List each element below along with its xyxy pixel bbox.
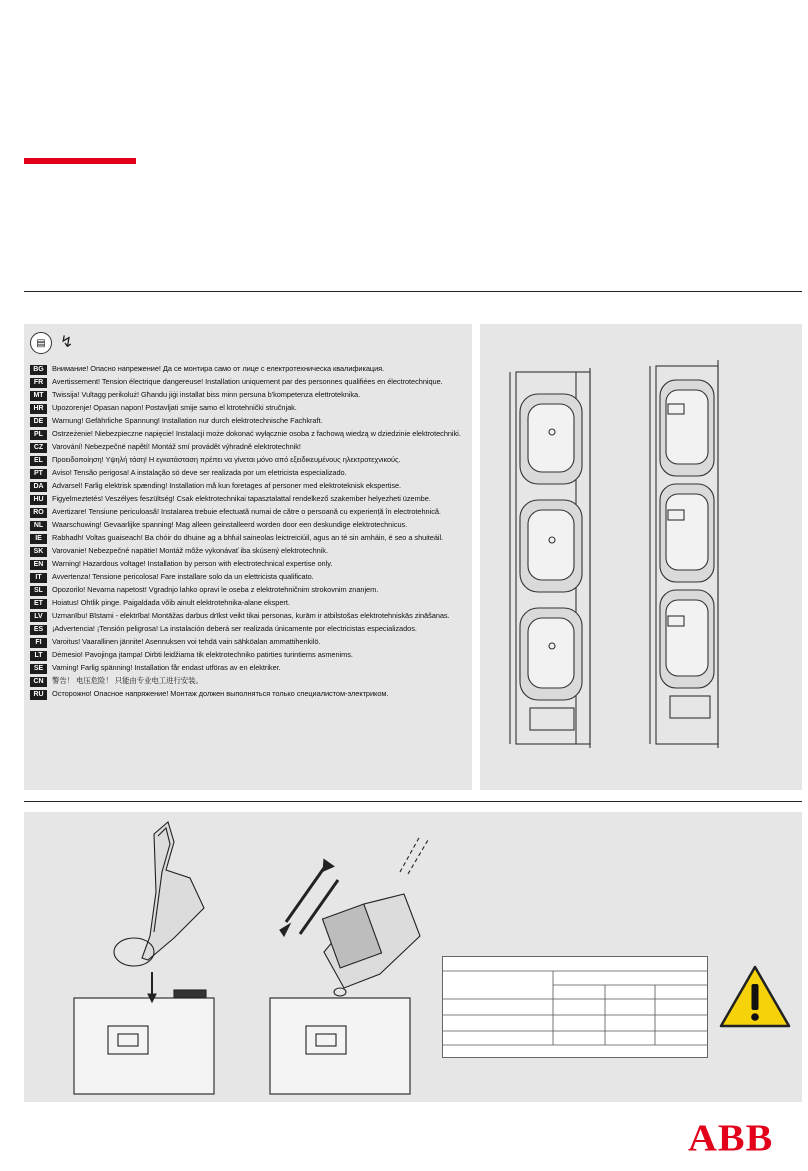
spec-table-grid (443, 957, 707, 1057)
warning-text: Waarschuwing! Gevaarlijke spanning! Mag alleen geinstalleerd worden door een deskundige elektrotechnicus. (52, 520, 408, 529)
language-code-badge: IE (30, 534, 47, 544)
warning-item-fi (30, 637, 470, 648)
warning-text: 警告！ 电压危险！ 只能由专业电工进行安装。 (52, 676, 203, 685)
warning-item-hu (30, 494, 470, 505)
language-code-badge: DE (30, 417, 47, 427)
warning-item-el (30, 455, 470, 466)
warning-text: Avertissement! Tension électrique dangereuse! Installation uniquement par des personnes qualifiées en électrotechnique. (52, 377, 443, 386)
language-code-badge: LT (30, 651, 47, 661)
device-right (650, 360, 718, 748)
language-code-badge: RO (30, 508, 47, 518)
warning-text: Warnung! Gefährliche Spannung! Installation nur durch elektrotechnische Fachkraft. (52, 416, 323, 425)
warning-text: Avvertenza! Tensione pericolosa! Fare installare solo da un elettricista qualificato. (52, 572, 314, 581)
language-code-badge: FI (30, 638, 47, 648)
warning-text: Hoiatus! Ohtlik pinge. Paigaldada võib ainult elektrotehnika-alane ekspert. (52, 598, 290, 607)
warning-item-nl (30, 520, 470, 531)
warning-item-et (30, 598, 470, 609)
language-code-badge: RU (30, 690, 47, 700)
warning-text: Dėmesio! Pavojinga įtampa! Dirbti leidžiama tik elektrotechniko patirties turintiems asmenims. (52, 650, 353, 659)
warning-panel (24, 324, 472, 790)
language-code-badge: IT (30, 573, 47, 583)
warning-text: Upozorenje! Opasan napon! Postavljati smije samo el ktrotehnički stručnjak. (52, 403, 297, 412)
section-divider-top (24, 291, 802, 292)
warning-text: Внимание! Опасно напрежение! Да се монтира само от лице с електротехническа квалификация. (52, 364, 385, 373)
warning-text: Ostrzeżenie! Niebezpieczne napięcie! Instalacji może dokonać wyłącznie osoba z fachową wiedzą w dziedzinie elektrotechniki. (52, 429, 461, 438)
language-code-badge: HR (30, 404, 47, 414)
language-code-badge: MT (30, 391, 47, 401)
warning-text: Opozorilo! Nevarna napetost! Vgradnjo lahko opravi le oseba z elektrotehničnim strokovnim znanjem. (52, 585, 379, 594)
warning-text: Varovanie! Nebezpečné napätie! Montáž môže vykonávať iba skúsený elektrotechnik. (52, 546, 328, 555)
warning-item-it (30, 572, 470, 583)
warning-text: ¡Advertencia! ¡Tensión peligrosa! La instalación deberá ser realizada únicamente por electricistas especializados. (52, 624, 417, 633)
installation-panel (24, 812, 802, 1102)
warning-text: Figyelmeztetés! Veszélyes feszültség! Csak elektrotechnikai tapasztalattal rendelkező szakember helyezheti üzembe. (52, 494, 431, 503)
language-code-badge: BG (30, 365, 47, 375)
accent-bar (24, 158, 136, 164)
warning-text: Uzmanību! Bīstami - elektrība! Montāžas darbus drīkst veikt tikai personas, kurām ir atbilstošas elektrotehniskās zināšanas. (52, 611, 450, 620)
warning-item-sk (30, 546, 470, 557)
warning-item-ie (30, 533, 470, 544)
language-code-badge: SE (30, 664, 47, 674)
language-code-badge: SL (30, 586, 47, 596)
warning-text: Advarsel! Farlig elektrisk spænding! Installation må kun foretages af personer med elektroteknisk ekspertise. (52, 481, 402, 490)
language-code-badge: PT (30, 469, 47, 479)
warning-text: Προειδοποίηση! Υψηλή τάση! Η εγκατάσταση πρέπει να γίνεται μόνο από εξειδικευμένους ηλεκτροτεχνικούς. (52, 455, 401, 464)
step-insert-pin (74, 822, 214, 1094)
warning-item-es (30, 624, 470, 635)
warning-text: Осторожно! Опасное напряжение! Монтаж должен выполняться только специалистом-электриком. (52, 689, 389, 698)
device-left (510, 368, 590, 748)
language-code-badge: FR (30, 378, 47, 388)
warning-item-ru (30, 689, 470, 700)
warning-item-de (30, 416, 470, 427)
language-code-badge: PL (30, 430, 47, 440)
warning-text: Varning! Farlig spänning! Installation får endast utföras av en elektriker. (52, 663, 281, 672)
language-code-badge: NL (30, 521, 47, 531)
language-code-badge: DA (30, 482, 47, 492)
language-code-badge: ET (30, 599, 47, 609)
language-code-badge: LV (30, 612, 47, 622)
language-code-badge: CZ (30, 443, 47, 453)
language-code-badge: EL (30, 456, 47, 466)
warning-item-ro (30, 507, 470, 518)
warning-item-fr (30, 377, 470, 388)
warning-text: Rabhadh! Voltas guaiseach! Ba chóir do dhuine ag a bhfuil saineolas leictreiciúil, agus an té sin amháin, é seo a shuiteáil. (52, 533, 444, 542)
hazard-warning-icon (718, 964, 792, 1030)
warning-icons (30, 332, 73, 354)
step-slide-cover (270, 836, 428, 1094)
warning-item-da (30, 481, 470, 492)
warning-item-cn (30, 676, 470, 687)
language-code-badge: CN (30, 677, 47, 687)
language-code-badge: HU (30, 495, 47, 505)
warning-item-pt (30, 468, 470, 479)
warning-text: Warning! Hazardous voltage! Installation by person with electrotechnical expertise only. (52, 559, 333, 568)
warning-item-pl (30, 429, 470, 440)
warning-item-mt (30, 390, 470, 401)
product-image-panel (480, 324, 802, 790)
lightning-bolt-icon: ↯ (60, 334, 74, 351)
warning-item-lt (30, 650, 470, 661)
warning-item-hr (30, 403, 470, 414)
manual-book-icon: ▤ (30, 332, 52, 354)
warning-item-lv (30, 611, 470, 622)
warning-list (30, 364, 470, 702)
fuse-switch-drawing (480, 324, 802, 790)
language-code-badge: EN (30, 560, 47, 570)
section-divider-bottom (24, 801, 802, 802)
warning-item-se (30, 663, 470, 674)
language-code-badge: SK (30, 547, 47, 557)
warning-text: Avertizare! Tensiune periculoasă! Instalarea trebuie efectuată numai de către o persoană cu experiență în electrotehnică. (52, 507, 441, 516)
warning-text: Varování! Nebezpečné napětí! Montáž smí provádět výhradně elektrotechnik! (52, 442, 301, 451)
warning-item-en (30, 559, 470, 570)
warning-item-sl (30, 585, 470, 596)
warning-item-cz (30, 442, 470, 453)
spec-table (442, 956, 708, 1058)
warning-text: Twissija! Vultagg perikoluż! Għandu jiġi installat biss minn persuna b'kompetenza elettroteknika. (52, 390, 361, 399)
warning-text: Aviso! Tensão perigosa! A instalação só deve ser realizada por um eletricista especializado. (52, 468, 347, 477)
warning-text: Varoitus! Vaarallinen jännite! Asennuksen voi tehdä vain sähköalan ammattihenkilö. (52, 637, 321, 646)
warning-item-bg (30, 364, 470, 375)
abb-logo: ABB (688, 1116, 774, 1159)
language-code-badge: ES (30, 625, 47, 635)
